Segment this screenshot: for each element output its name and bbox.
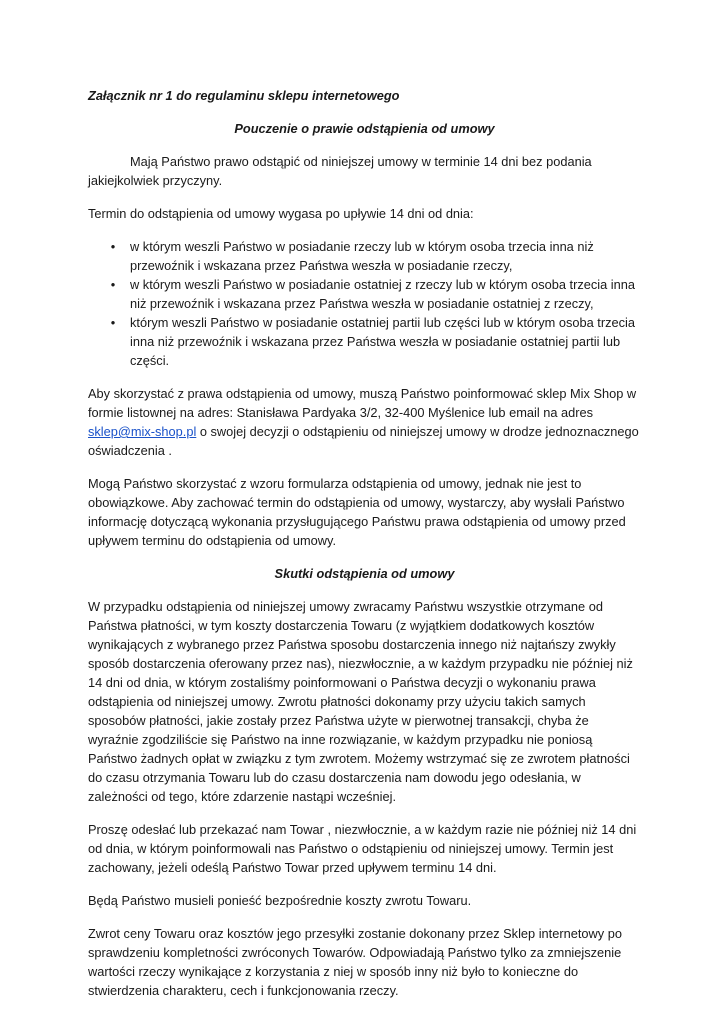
right-paragraph: Mają Państwo prawo odstąpić od niniejszej umowy w terminie 14 dni bez podania jakiejkolwiek przyczyny. [88,154,592,188]
effects-title: Skutki odstąpienia od umowy [274,566,455,581]
email-link[interactable]: sklep@mix-shop.pl [88,424,197,439]
list-item [88,237,641,275]
bullet-icon: • [110,315,116,330]
conditions-list [88,237,641,370]
list-item [88,275,641,313]
condition-text: w którym weszli Państwo w posiadanie ostatniej z rzeczy lub w którym osoba trzecia inna niż przewoźnik i wskazana przez Państwa weszła w posiadanie ostatniej z rzeczy, [130,277,635,311]
section-title: Pouczenie o prawie odstąpienia od umowy [234,121,495,136]
contact-paragraph [88,384,641,460]
condition-text: którym weszli Państwo w posiadanie ostatniej partii lub części lub w którym osoba trzecia inna niż przewoźnik i wskazana przez Państwa weszła w posiadanie ostatniej partii lub części. [130,315,635,368]
effects-paragraph: W przypadku odstąpienia od niniejszej umowy zwracamy Państwu wszystkie otrzymane od Państwa płatności, w tym koszty dostarczenia Towaru (z wyjątkiem dodatkowych kosztów wynikających z wybranego przez Państwa sposobu dostarczenia innego niż najtańszy zwykły sposób dostarczenia oferowany przez nas), niezwłocznie, a w każdym przypadku nie później niż 14 dni od dnia, w którym zostaliśmy poinformowani o Państwa decyzji o wykonaniu prawa odstąpienia od niniejszej umowy. Zwrotu płatności dokonamy przy użyciu takich samych sposobów płatności, jakie zostały przez Państwa użyte w pierwotnej transakcji, chyba że wyraźnie zgodziliście się Państwo na inne rozwiązanie, w każdym przypadku nie poniosą Państwo żadnych opłat w związku z tym zwrotem. Możemy wstrzymać się ze zwrotem płatności do czasu otrzymania Towaru lub do czasu dostarczenia nam dowodu jego odesłania, w zależności od tego, które zdarzenie nastąpi wcześniej. [88,599,633,804]
refund-paragraph: Zwrot ceny Towaru oraz kosztów jego przesyłki zostanie dokonany przez Sklep internetowy po sprawdzeniu kompletności zwróconych Towarów. Odpowiadają Państwo tylko za zmniejszenie wartości rzeczy wynikające z korzystania z niej w sposób inny niż było to konieczne do stwierdzenia charakteru, cech i funkcjonowania rzeczy. [88,926,622,998]
contact-text-before: Aby skorzystać z prawa odstąpienia od umowy, muszą Państwo poinformować sklep Mix Shop w formie listownej na adres: Stanisława Pardyaka 3/2, 32-400 Myślenice lub email na adres [88,386,637,420]
bullet-icon: • [110,239,116,254]
condition-text: w którym weszli Państwo w posiadanie rzeczy lub w którym osoba trzecia inna niż przewoźnik i wskazana przez Państwa weszła w posiadanie rzeczy, [130,239,594,273]
list-item [88,313,641,370]
form-paragraph: Mogą Państwo skorzystać z wzoru formularza odstąpienia od umowy, jednak nie jest to obowiązkowe. Aby zachować termin do odstąpienia od umowy, wystarczy, aby wysłali Państwo informację dotyczącą wykonania przysługującego Państwu prawa odstąpienia od umowy przed upływem terminu do odstąpienia od umowy. [88,476,626,548]
deadline-intro: Termin do odstąpienia od umowy wygasa po upływie 14 dni od dnia: [88,206,474,221]
bullet-icon: • [110,277,116,292]
contact-text-after: o swojej decyzji o odstąpieniu od niniejszej umowy w drodze jednoznacznego oświadczenia . [88,424,639,458]
costs-paragraph: Będą Państwo musieli ponieść bezpośrednie koszty zwrotu Towaru. [88,893,472,908]
return-paragraph: Proszę odesłać lub przekazać nam Towar , niezwłocznie, a w każdym razie nie później niż 14 dni od dnia, w którym poinformowali nas Państwo o odstąpieniu od niniejszej umowy. Termin jest zachowany, jeżeli odeślą Państwo Towar przed upływem terminu 14 dni. [88,822,637,875]
annex-title: Załącznik nr 1 do regulaminu sklepu internetowego [88,88,400,103]
